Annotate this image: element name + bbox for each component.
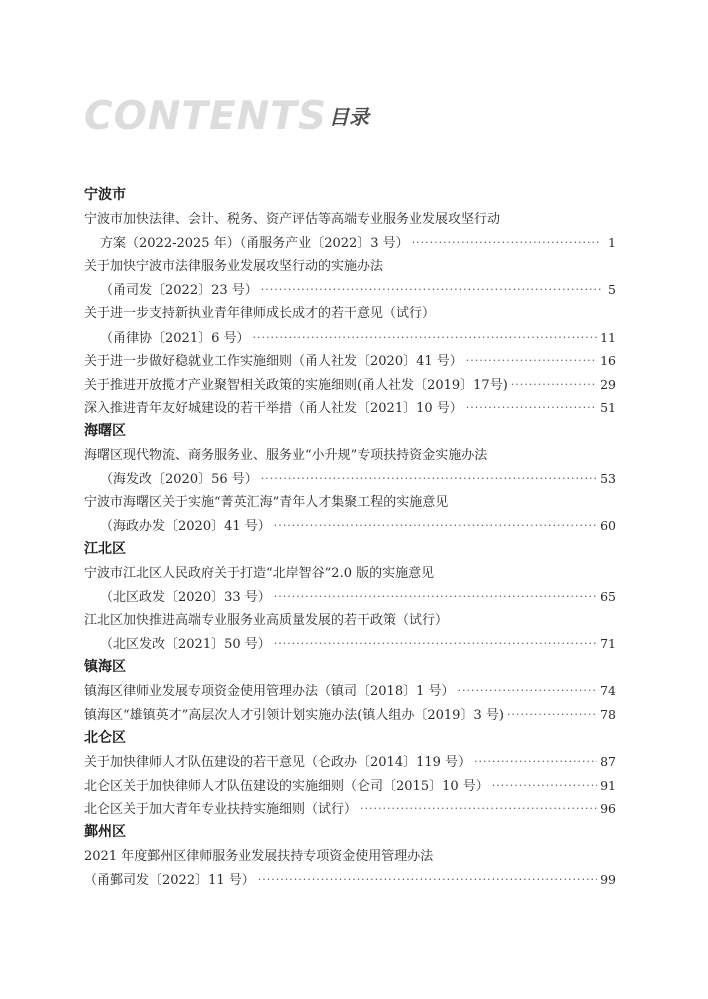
toc-entry-title: 关于进一步做好稳就业工作实施细则（甬人社发〔2020〕41 号） bbox=[84, 354, 463, 370]
toc-entry[interactable] bbox=[84, 797, 616, 821]
section-title: 宁波市 bbox=[84, 187, 126, 203]
page-number: 99 bbox=[600, 872, 616, 888]
toc-entry[interactable] bbox=[84, 278, 616, 302]
toc-entry-title: 关于加快律师人才队伍建设的若干意见（仑政办〔2014〕119 号） bbox=[84, 755, 472, 771]
toc-entry-title: 深入推进青年友好城建设的若干举措（甬人社发〔2021〕10 号） bbox=[84, 401, 463, 417]
toc-entry-title-line: 关于加快宁波市法律服务业发展攻坚行动的实施办法 bbox=[84, 258, 384, 274]
toc-entry[interactable] bbox=[84, 632, 616, 656]
toc-entry-title: （北区发改〔2021〕50 号） bbox=[100, 637, 271, 653]
mulu-word: 目录 bbox=[329, 105, 369, 129]
toc-entry-title: （北区政发〔2020〕33 号） bbox=[100, 590, 271, 606]
toc-entry[interactable] bbox=[84, 750, 616, 774]
table-of-contents bbox=[84, 184, 616, 892]
dot-leader bbox=[466, 396, 597, 420]
dot-leader bbox=[511, 373, 597, 397]
toc-entry-title-line: 关于进一步支持新执业青年律师成长成才的若干意见（试行） bbox=[84, 305, 436, 321]
toc-entry-title-line: 宁波市海曙区关于实施“菁英汇海”青年人才集聚工程的实施意见 bbox=[84, 494, 449, 510]
toc-entry-title-line: 江北区加快推进高端专业服务业高质量发展的若干政策（试行） bbox=[84, 612, 449, 628]
page-number: 65 bbox=[600, 589, 616, 605]
toc-entry[interactable] bbox=[84, 703, 616, 727]
page-number: 53 bbox=[600, 471, 616, 487]
toc-entry[interactable] bbox=[84, 396, 616, 420]
toc-entry[interactable] bbox=[84, 514, 616, 538]
contents-masthead bbox=[84, 94, 369, 140]
toc-entry-title-line: 2021 年度鄞州区律师服务业发展扶持专项资金使用管理办法 bbox=[84, 848, 434, 864]
page-number: 87 bbox=[600, 754, 616, 770]
page-number: 60 bbox=[600, 518, 616, 534]
dot-leader bbox=[274, 632, 597, 656]
toc-entry-title: （海政办发〔2020〕41 号） bbox=[100, 519, 271, 535]
dot-leader bbox=[492, 774, 597, 798]
toc-entry[interactable] bbox=[84, 326, 616, 350]
toc-entry[interactable] bbox=[84, 373, 616, 397]
toc-entry[interactable] bbox=[84, 679, 616, 703]
toc-entry-title: （甬司发〔2022〕23 号） bbox=[100, 283, 258, 299]
page-number: 96 bbox=[600, 801, 616, 817]
page-number: 51 bbox=[600, 400, 616, 416]
toc-entry-title: 镇海区“雄镇英才”高层次人才引领计划实施办法(镇人组办〔2019〕3 号) bbox=[84, 708, 504, 724]
page-number: 11 bbox=[600, 329, 616, 345]
dot-leader bbox=[360, 797, 597, 821]
toc-entry-title-line: 宁波市加快法律、会计、税务、资产评估等高端专业服务业发展攻坚行动 bbox=[84, 211, 501, 227]
toc-entry[interactable] bbox=[84, 868, 616, 892]
page-number: 16 bbox=[600, 353, 616, 369]
toc-entry-title: 方案（2022-2025 年）（甬服务产业〔2022〕3 号） bbox=[100, 236, 409, 252]
toc-entry-title: 镇海区律师业发展专项资金使用管理办法（镇司〔2018〕1 号） bbox=[84, 684, 455, 700]
dot-leader bbox=[474, 750, 597, 774]
dot-leader bbox=[261, 278, 601, 302]
page-number: 5 bbox=[608, 282, 616, 298]
page-number: 91 bbox=[600, 777, 616, 793]
section-title: 海曙区 bbox=[84, 422, 126, 439]
dot-leader bbox=[458, 679, 598, 703]
toc-entry-title: （甬鄞司发〔2022〕11 号） bbox=[84, 873, 255, 889]
dot-leader bbox=[274, 514, 597, 538]
dot-leader bbox=[258, 868, 597, 892]
section-title: 镇海区 bbox=[84, 658, 126, 675]
page-number: 29 bbox=[600, 376, 616, 392]
toc-entry[interactable] bbox=[84, 467, 616, 491]
section-title: 鄞州区 bbox=[84, 824, 126, 841]
toc-entry[interactable] bbox=[84, 585, 616, 609]
toc-entry-title: （海发改〔2020〕56 号） bbox=[100, 472, 258, 488]
page-number: 74 bbox=[600, 683, 616, 699]
dot-leader bbox=[274, 585, 597, 609]
toc-entry-title: 北仑区关于加快律师人才队伍建设的实施细则（仑司〔2015〕10 号） bbox=[84, 778, 489, 794]
contents-word: CONTENTS bbox=[84, 94, 327, 139]
section-title: 江北区 bbox=[84, 540, 126, 557]
section-title: 北仑区 bbox=[84, 729, 126, 746]
dot-leader bbox=[261, 467, 597, 491]
dot-leader bbox=[412, 231, 601, 255]
page-number: 1 bbox=[608, 235, 616, 251]
toc-entry[interactable] bbox=[84, 231, 616, 255]
toc-entry-title: 北仑区关于加大青年专业扶持实施细则（试行） bbox=[84, 802, 358, 818]
toc-entry-title: （甬律协〔2021〕6 号） bbox=[100, 330, 250, 346]
toc-entry[interactable] bbox=[84, 774, 616, 798]
toc-entry-title-line: 宁波市江北区人民政府关于打造“北岸智谷”2.0 版的实施意见 bbox=[84, 565, 435, 581]
page-number: 71 bbox=[600, 636, 616, 652]
dot-leader bbox=[253, 326, 598, 350]
toc-entry[interactable] bbox=[84, 349, 616, 373]
dot-leader bbox=[466, 349, 597, 373]
toc-entry-title: 关于推进开放揽才产业聚智相关政策的实施细则(甬人社发〔2019〕17号) bbox=[84, 377, 508, 393]
page-number: 78 bbox=[600, 707, 616, 723]
toc-entry-title-line: 海曙区现代物流、商务服务业、服务业“小升规”专项扶持资金实施办法 bbox=[84, 447, 488, 463]
dot-leader bbox=[507, 703, 597, 727]
